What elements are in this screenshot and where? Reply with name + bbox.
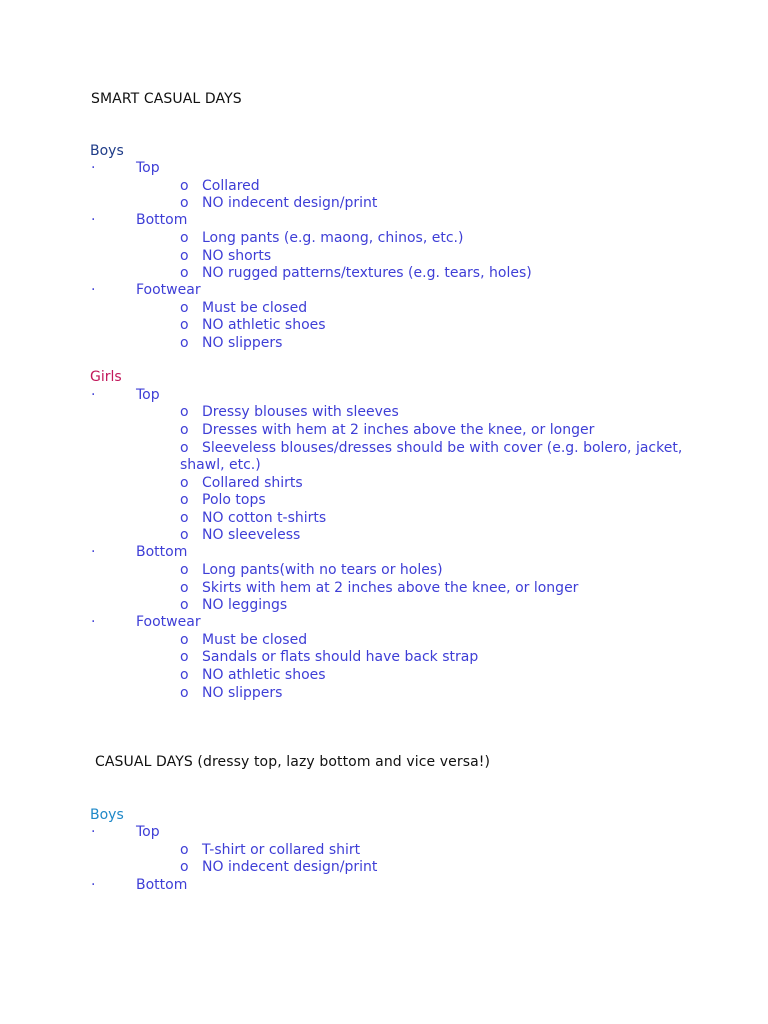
sub-bullet: o [180,475,189,491]
list-item: Sleeveless blouses/dresses should be with cover (e.g. bolero, jacket, [202,440,683,456]
list-item: NO slippers [202,335,283,351]
bullet: · [91,282,96,298]
bullet: · [91,544,96,560]
bullet: · [91,877,96,893]
list-item: Skirts with hem at 2 inches above the knee, or longer [202,580,579,596]
sub-bullet: o [180,859,189,875]
sub-bullet: o [180,317,189,333]
category-footwear: Footwear [136,282,201,298]
sub-bullet: o [180,265,189,281]
list-item: T-shirt or collared shirt [202,842,361,858]
sub-bullet: o [180,632,189,648]
bullet: · [91,387,96,403]
section-heading-smart-casual: SMART CASUAL DAYS [91,91,242,107]
list-item: Long pants(with no tears or holes) [202,562,443,578]
list-item: NO athletic shoes [202,317,326,333]
list-item: NO shorts [202,248,272,264]
sub-bullet: o [180,300,189,316]
category-footwear: Footwear [136,614,201,630]
category-top: Top [136,160,160,176]
bullet: · [91,212,96,228]
list-item: Dresses with hem at 2 inches above the knee, or longer [202,422,595,438]
sub-bullet: o [180,667,189,683]
sub-bullet: o [180,178,189,194]
group-title-girls: Girls [90,369,122,385]
list-item: Long pants (e.g. maong, chinos, etc.) [202,230,464,246]
group-title-boys: Boys [90,807,124,823]
sub-bullet: o [180,580,189,596]
sub-bullet: o [180,404,189,420]
list-item: Collared shirts [202,475,303,491]
list-item-continuation: shawl, etc.) [180,457,261,473]
sub-bullet: o [180,335,189,351]
list-item: Dressy blouses with sleeves [202,404,399,420]
list-item: NO leggings [202,597,288,613]
category-bottom: Bottom [136,212,188,228]
sub-bullet: o [180,842,189,858]
bullet: · [91,160,96,176]
list-item: Collared [202,178,260,194]
list-item: Polo tops [202,492,266,508]
category-top: Top [136,824,160,840]
list-item: NO sleeveless [202,527,301,543]
sub-bullet: o [180,230,189,246]
list-item: NO cotton t-shirts [202,510,327,526]
sub-bullet: o [180,492,189,508]
bullet: · [91,614,96,630]
sub-bullet: o [180,510,189,526]
category-bottom: Bottom [136,544,188,560]
group-title-boys: Boys [90,143,124,159]
list-item: Must be closed [202,300,308,316]
list-item: NO slippers [202,685,283,701]
list-item: NO athletic shoes [202,667,326,683]
section-heading-casual: CASUAL DAYS (dressy top, lazy bottom and vice versa!) [95,754,491,770]
sub-bullet: o [180,685,189,701]
sub-bullet: o [180,562,189,578]
list-item: NO indecent design/print [202,195,378,211]
list-item: NO rugged patterns/textures (e.g. tears, holes) [202,265,532,281]
sub-bullet: o [180,597,189,613]
sub-bullet: o [180,649,189,665]
sub-bullet: o [180,422,189,438]
category-top: Top [136,387,160,403]
sub-bullet: o [180,527,189,543]
list-item: Sandals or flats should have back strap [202,649,479,665]
sub-bullet: o [180,195,189,211]
list-item: Must be closed [202,632,308,648]
sub-bullet: o [180,440,189,456]
sub-bullet: o [180,248,189,264]
bullet: · [91,824,96,840]
category-bottom: Bottom [136,877,188,893]
list-item: NO indecent design/print [202,859,378,875]
